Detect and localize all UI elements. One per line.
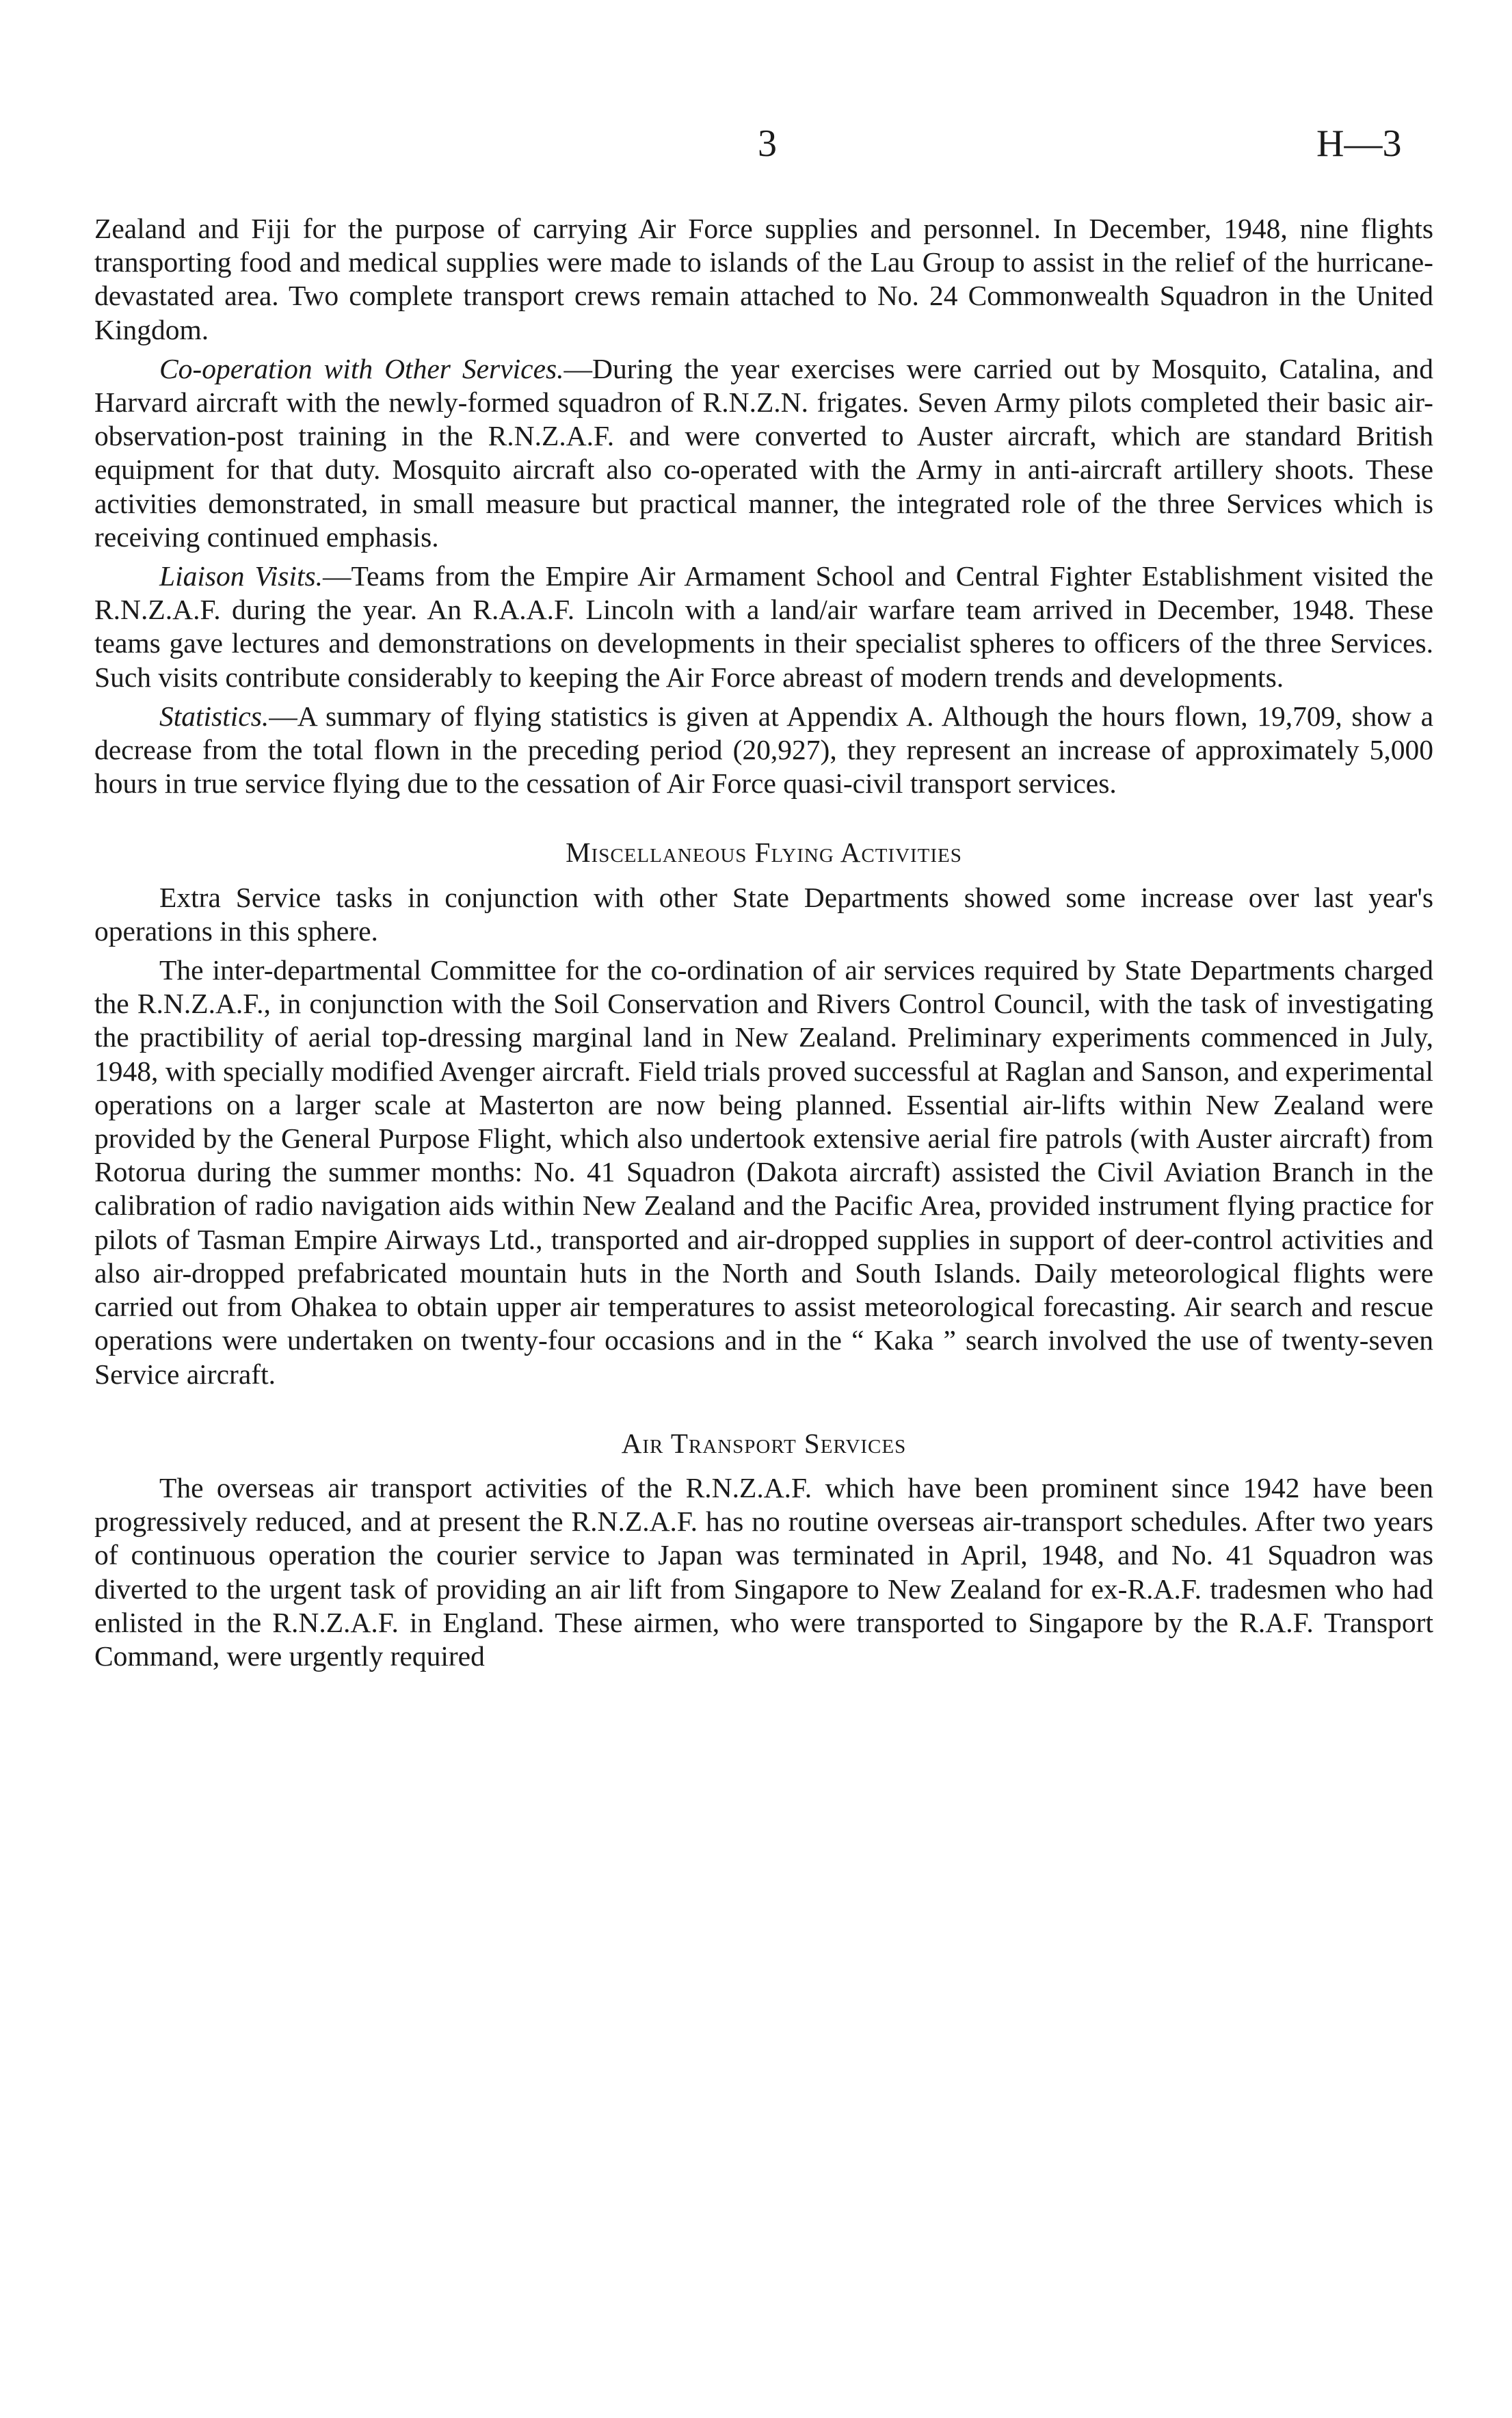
paragraph-committee: The inter-departmental Committee for the co-ordination of air services required by State Departments charged the R.N.Z.A.F., in conjunction with the Soil Conservation and Rivers Control Council, with the task of investigating the practibility of aerial top-dressing marginal land in New Zealand. Preliminary experiments commenced in July, 1948, with specially modified Avenger aircraft. Field trials proved successful at Raglan and Sanson, and experimental operations on a larger scale at Masterton are now being planned. Essential air-lifts within New Zealand were provided by the General Purpose Flight, which also undertook extensive aerial fire patrols (with Auster aircraft) from Rotorua during the summer months: No. 41 Squadron (Dakota aircraft) assisted the Civil Aviation Branch in the calibration of radio navigation aids within New Zealand and the Pacific Area, provided instrument flying practice for pilots of Tasman Empire Airways Ltd., transported and air-dropped supplies in support of deer-control activities and also air-dropped prefabricated mountain huts in the North and South Islands. Daily meteorological flights were carried out from Ohakea to obtain upper air temperatures to assist meteorological forecasting. Air search and rescue operations were undertaken on twenty-four occasions and in the “ Kaka ” search involved the use of twenty-seven Service aircraft.: [94, 954, 1433, 1390]
paragraph-lead-liaison: Liaison Visits.: [159, 560, 323, 592]
page-number: 3: [758, 122, 777, 165]
section-heading-miscellaneous: Miscellaneous Flying Activities: [566, 837, 962, 869]
paragraph-overseas-transport: The overseas air transport activities of the R.N.Z.A.F. which have been prominent since 1942 have been progressively reduced, and at present the R.N.Z.A.F. has no routine overseas air-transport schedules. After two years of continuous operation the courier service to Japan was terminated in April, 1948, and No. 41 Squadron was diverted to the urgent task of providing an air lift from Singapore to New Zealand for ex-R.A.F. tradesmen who had enlisted in the R.N.Z.A.F. in England. These airmen, who were transported to Singapore by the R.A.F. Transport Command, were urgently required: [94, 1471, 1433, 1672]
body-text: [94, 212, 1433, 1673]
page-header: [0, 122, 1512, 176]
paragraph-lead-statistics: Statistics.: [159, 700, 269, 732]
paragraph-extra-service: Extra Service tasks in conjunction with other State Departments showed some increase over last year's operations in this sphere.: [94, 881, 1433, 947]
paragraph-liaison: [94, 560, 1433, 694]
paragraph-continuation: Zealand and Fiji for the purpose of carrying Air Force supplies and personnel. In December, 1948, nine flights transporting food and medical supplies were made to islands of the Lau Group to assist in the relief of the hurricane-devastated area. Two complete transport crews remain attached to No. 24 Commonwealth Squadron in the United Kingdom.: [94, 213, 1433, 345]
paragraph-body-statistics: —A summary of flying statistics is given at Appendix A. Although the hours flown, 19,709, show a decrease from the total flown in the preceding period (20,927), they represent an increase of approximately 5,000 hours in true service flying due to the cessation of Air Force quasi-civil transport services.: [94, 700, 1433, 800]
paragraph-body-liaison: —Teams from the Empire Air Armament School and Central Fighter Establishment visited the R.N.Z.A.F. during the year. An R.A.A.F. Lincoln with a land/air warfare team arrived in December, 1948. These teams gave lectures and demonstrations on developments in their specialist spheres to officers of the three Services. Such visits contribute considerably to keeping the Air Force abreast of modern trends and developments.: [94, 560, 1434, 693]
section-heading-air-transport: Air Transport Services: [621, 1427, 907, 1459]
paragraph-cooperation: [94, 352, 1433, 554]
paragraph-lead-cooperation: Co-operation with Other Services.: [159, 352, 564, 384]
paragraph-body-cooperation: —During the year exercises were carried out by Mosquito, Catalina, and Harvard aircraft with the newly-formed squadron of R.N.Z.N. frigates. Seven Army pilots completed their basic air-observation-post training in the R.N.Z.A.F. and were converted to Auster aircraft, which are standard British equipment for that duty. Mosquito aircraft also co-operated with the Army in anti-aircraft artillery shoots. These activities demonstrated, in small measure but practical manner, the integrated role of the three Services which is receiving continued emphasis.: [94, 352, 1434, 553]
paragraph-statistics: [94, 700, 1433, 801]
document-reference: H—3: [1316, 122, 1402, 165]
